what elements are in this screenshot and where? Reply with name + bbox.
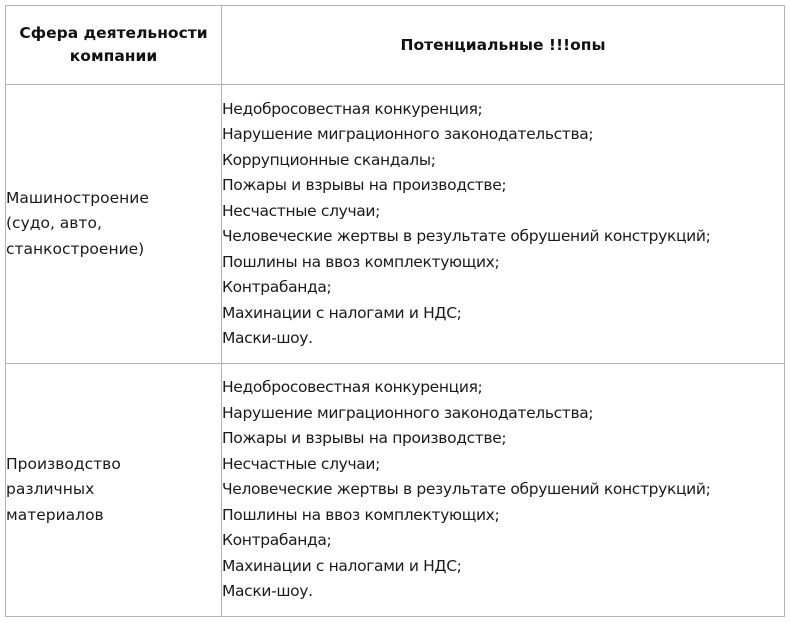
risk-item: Пошлины на ввоз комплектующих; [222, 505, 500, 524]
risk-item: Махинации с налогами и НДС; [222, 556, 462, 575]
risk-list [222, 97, 784, 352]
risk-item: Маски-шоу. [222, 582, 313, 601]
table-row [6, 364, 785, 617]
risk-item: Несчастные случаи; [222, 454, 381, 473]
risk-item: Коррупционные скандалы; [222, 150, 436, 169]
sphere-cell [6, 85, 222, 364]
risk-item: Контрабанда; [222, 531, 332, 550]
sphere-line: различных [6, 480, 95, 499]
risk-item: Пошлины на ввоз комплектующих; [222, 252, 500, 271]
sphere-cell [6, 364, 222, 617]
risk-table [5, 5, 785, 617]
risk-item: Нарушение миграционного законодательства; [222, 125, 594, 143]
risk-item: Человеческие жертвы в результате обрушений конструкций; [222, 480, 711, 499]
risk-item: Маски-шоу. [222, 329, 313, 347]
risk-item: Контрабанда; [222, 278, 332, 296]
header-sphere: Сфера деятельности компании [6, 6, 222, 85]
risk-list [222, 375, 784, 605]
risks-cell [222, 85, 785, 364]
table-row [6, 85, 785, 364]
risk-item: Махинации с налогами и НДС; [222, 303, 462, 322]
header-risks: Потенциальные !!!опы [222, 6, 785, 85]
risk-item: Пожары и взрывы на производстве; [222, 429, 507, 448]
risk-item: Человеческие жертвы в результате обрушений конструкций; [222, 227, 711, 245]
risk-item: Несчастные случаи; [222, 201, 381, 220]
sphere-line: Машиностроение [6, 188, 149, 207]
sphere-line: материалов [6, 505, 104, 524]
sphere-line: Производство [6, 454, 121, 473]
sphere-line: станкостроение) [6, 239, 145, 258]
risk-item: Недобросовестная конкуренция; [222, 378, 483, 397]
risk-item: Нарушение миграционного законодательства; [222, 403, 594, 422]
header-row [6, 6, 785, 85]
risk-item: Пожары и взрывы на производстве; [222, 176, 507, 194]
risk-item: Недобросовестная конкуренция; [222, 99, 483, 118]
risks-cell [222, 364, 785, 617]
sphere-line: (судо, авто, [6, 214, 102, 233]
